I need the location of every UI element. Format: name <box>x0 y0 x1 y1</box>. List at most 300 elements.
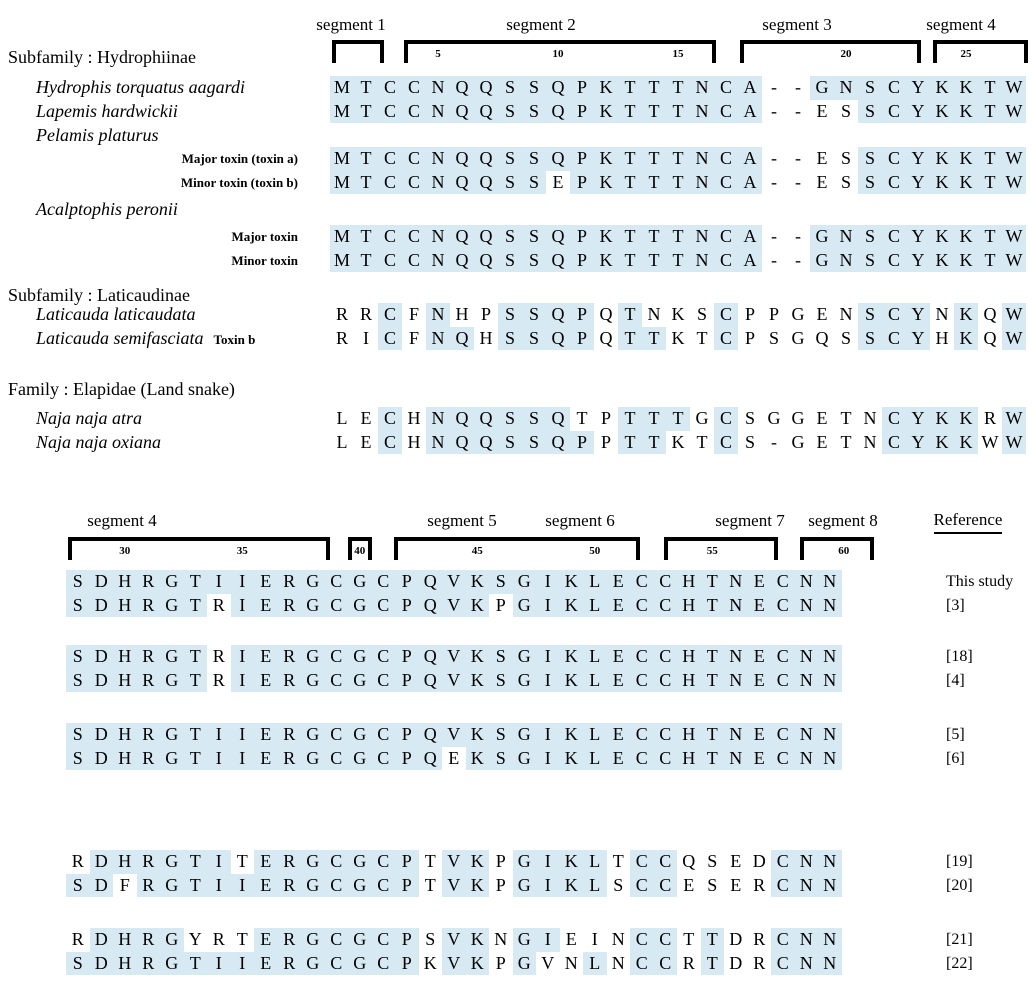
sequence-row <box>330 100 1026 124</box>
residue-cell: C <box>714 171 738 195</box>
residue-cell: G <box>513 645 537 669</box>
reference-label: [4] <box>946 671 965 689</box>
residue-cell: I <box>231 723 255 747</box>
sequence-row <box>330 303 1026 327</box>
residue-cell: K <box>671 304 685 324</box>
residue-cell: R <box>335 304 348 324</box>
residue-cell: - <box>771 171 777 192</box>
segment-bracket-tick <box>380 40 384 63</box>
residue-cell: G <box>160 594 184 618</box>
residue-cell: F <box>119 874 130 895</box>
residue-cell: E <box>748 723 772 747</box>
residue-cell: R <box>137 723 161 747</box>
residue-cell: K <box>466 594 490 618</box>
segment-label: segment 6 <box>545 511 615 530</box>
residue-cell: C <box>882 171 906 195</box>
residue-cell: R <box>212 929 225 949</box>
residue-cell: C <box>714 303 738 327</box>
residue-cell: K <box>560 723 584 747</box>
residue-cell: H <box>677 645 701 669</box>
residue-cell: N <box>863 408 877 428</box>
residue-cell: H <box>677 747 701 771</box>
residue-cell: M <box>330 225 354 249</box>
residue-cell: C <box>378 407 402 431</box>
residue-cell: C <box>882 147 906 171</box>
residue-cell: E <box>730 851 742 871</box>
segment-label: segment 8 <box>808 511 878 530</box>
residue-cell: N <box>564 952 578 973</box>
sequence-row <box>330 431 1026 455</box>
residue-cell: S <box>498 249 522 273</box>
residue-cell: A <box>738 76 762 100</box>
residue-cell: N <box>690 147 714 171</box>
position-number: 55 <box>706 545 718 557</box>
residue-cell: C <box>654 723 678 747</box>
residue-cell: H <box>113 928 137 952</box>
residue-cell: K <box>954 249 978 273</box>
residue-cell: G <box>301 928 325 952</box>
residue-cell: E <box>254 645 278 669</box>
residue-cell: K <box>671 327 685 348</box>
residue-cell: V <box>541 952 555 973</box>
residue-cell: L <box>583 874 607 898</box>
sequence-row <box>66 594 842 618</box>
position-number: 5 <box>435 48 441 60</box>
residue-cell: R <box>278 952 302 976</box>
residue-cell: R <box>278 874 302 898</box>
residue-cell: P <box>395 669 419 693</box>
residue-cell: R <box>359 304 372 324</box>
residue-cell: H <box>677 669 701 693</box>
residue-cell: E <box>816 304 828 324</box>
residue-cell: C <box>630 570 654 594</box>
residue-cell: C <box>882 407 906 431</box>
residue-cell: S <box>858 327 882 351</box>
residue-cell: E <box>254 723 278 747</box>
residue-cell: C <box>372 645 396 669</box>
residue-cell: E <box>816 431 828 452</box>
residue-cell: H <box>113 723 137 747</box>
residue-cell: T <box>642 100 666 124</box>
residue-cell: K <box>466 747 490 771</box>
residue-cell: R <box>137 928 161 952</box>
residue-cell: Q <box>450 249 474 273</box>
residue-cell: A <box>738 225 762 249</box>
residue-cell: N <box>494 929 508 949</box>
residue-cell: V <box>442 723 466 747</box>
residue-cell: E <box>683 874 695 895</box>
residue-cell: C <box>325 874 349 898</box>
residue-cell: N <box>426 327 450 351</box>
residue-cell: T <box>840 431 852 452</box>
residue-cell: H <box>113 645 137 669</box>
residue-cell: H <box>113 747 137 771</box>
residue-cell: T <box>696 431 708 452</box>
residue-cell: Q <box>546 303 570 327</box>
species-label <box>36 431 161 455</box>
residue-cell: C <box>372 570 396 594</box>
residue-cell: E <box>748 645 772 669</box>
residue-cell: N <box>818 570 842 594</box>
residue-cell: K <box>954 225 978 249</box>
residue-cell: N <box>724 669 748 693</box>
reference-label: [6] <box>946 749 965 767</box>
residue-cell: Y <box>906 407 930 431</box>
species-label <box>36 303 196 327</box>
sequence-row <box>66 645 842 669</box>
residue-cell: N <box>795 952 819 976</box>
residue-cell: T <box>978 171 1002 195</box>
residue-cell: K <box>954 407 978 431</box>
residue-cell: W <box>1002 100 1026 124</box>
residue-cell: C <box>630 850 654 874</box>
residue-cell: C <box>372 850 396 874</box>
residue-cell: C <box>630 645 654 669</box>
residue-cell: Y <box>906 303 930 327</box>
segment-bracket-tick <box>933 40 937 63</box>
sequence-row <box>66 747 842 771</box>
residue-cell: S <box>498 171 522 195</box>
residue-cell: C <box>325 747 349 771</box>
residue-cell: N <box>690 225 714 249</box>
residue-cell: C <box>654 850 678 874</box>
residue-cell: H <box>677 570 701 594</box>
residue-cell: C <box>882 431 906 455</box>
sequence-row <box>330 225 1026 249</box>
residue-cell: Y <box>906 147 930 171</box>
residue-cell: L <box>583 952 607 976</box>
residue-cell: C <box>630 594 654 618</box>
residue-cell: S <box>498 407 522 431</box>
segment-bracket-tick <box>740 40 744 63</box>
residue-cell: G <box>301 747 325 771</box>
segment-bracket-tick <box>1024 40 1028 63</box>
residue-cell: D <box>90 645 114 669</box>
residue-cell: K <box>954 76 978 100</box>
residue-cell: G <box>791 327 805 348</box>
segment-bracket-tick <box>712 40 716 63</box>
residue-cell: S <box>840 171 851 192</box>
residue-cell: R <box>137 594 161 618</box>
residue-cell: K <box>930 407 954 431</box>
position-number: 35 <box>236 545 248 557</box>
residue-cell: N <box>426 225 450 249</box>
residue-cell: Q <box>815 327 829 348</box>
residue-cell: C <box>654 952 678 976</box>
residue-cell: N <box>795 723 819 747</box>
residue-cell: N <box>935 304 949 324</box>
residue-cell: T <box>354 171 378 195</box>
residue-cell: W <box>1002 407 1026 431</box>
residue-cell: T <box>424 851 436 871</box>
residue-cell: D <box>90 669 114 693</box>
position-number: 10 <box>552 48 564 60</box>
residue-cell: Q <box>546 327 570 351</box>
residue-cell: C <box>325 594 349 618</box>
residue-cell: T <box>666 76 690 100</box>
residue-cell: N <box>611 929 625 949</box>
residue-cell: N <box>795 850 819 874</box>
residue-cell: G <box>348 594 372 618</box>
species-label: Pelamis platurus <box>36 125 159 145</box>
residue-cell: R <box>137 952 161 976</box>
residue-cell: T <box>354 76 378 100</box>
residue-cell: C <box>378 249 402 273</box>
residue-cell: D <box>90 874 114 898</box>
residue-cell: Y <box>906 249 930 273</box>
residue-cell: L <box>583 570 607 594</box>
sequence-row <box>66 928 842 952</box>
residue-cell: S <box>522 100 546 124</box>
residue-cell: R <box>278 594 302 618</box>
residue-cell: N <box>863 431 877 452</box>
residue-cell: A <box>738 171 762 195</box>
residue-cell: S <box>498 225 522 249</box>
species-label-text: Laticauda semifasciata <box>36 327 204 348</box>
residue-cell: C <box>654 928 678 952</box>
residue-cell: Q <box>419 645 443 669</box>
residue-cell: E <box>552 171 564 192</box>
residue-cell: T <box>701 928 725 952</box>
residue-cell: V <box>442 874 466 898</box>
residue-cell: G <box>810 225 834 249</box>
residue-cell: Y <box>906 327 930 351</box>
residue-cell: C <box>378 147 402 171</box>
residue-cell: R <box>71 929 84 949</box>
residue-cell: E <box>254 594 278 618</box>
species-label: Acalptophis peronii <box>36 199 178 219</box>
residue-cell: Q <box>599 304 613 324</box>
residue-cell: N <box>795 928 819 952</box>
residue-cell: N <box>690 100 714 124</box>
position-number: 40 <box>354 545 366 557</box>
residue-cell: T <box>642 431 666 455</box>
residue-cell: N <box>818 645 842 669</box>
residue-cell: S <box>858 147 882 171</box>
residue-cell: I <box>207 570 231 594</box>
residue-cell: - <box>771 77 777 97</box>
residue-cell: R <box>278 850 302 874</box>
residue-cell: N <box>426 407 450 431</box>
residue-cell: Q <box>983 327 997 348</box>
residue-cell: C <box>378 225 402 249</box>
residue-cell: W <box>1002 327 1026 351</box>
species-label-text: Laticauda laticaudata <box>36 304 196 324</box>
residue-cell: F <box>408 327 419 348</box>
residue-cell: T <box>618 100 642 124</box>
residue-cell: C <box>372 952 396 976</box>
residue-cell: K <box>930 249 954 273</box>
residue-cell: C <box>372 669 396 693</box>
residue-cell: Q <box>474 76 498 100</box>
residue-cell: T <box>978 225 1002 249</box>
residue-cell: E <box>748 747 772 771</box>
residue-cell: P <box>395 570 419 594</box>
residue-cell: G <box>513 723 537 747</box>
residue-cell: T <box>424 874 436 895</box>
residue-cell: T <box>978 100 1002 124</box>
reference-label: [22] <box>946 954 973 972</box>
residue-cell: I <box>207 874 231 898</box>
residue-cell: K <box>930 171 954 195</box>
residue-cell: S <box>522 171 546 195</box>
residue-cell: S <box>696 304 707 324</box>
residue-cell: C <box>402 249 426 273</box>
residue-cell: P <box>570 327 594 351</box>
species-label-text: Naja naja atra <box>36 408 143 428</box>
residue-cell: T <box>642 327 666 351</box>
residue-cell: H <box>113 850 137 874</box>
residue-cell: G <box>810 76 834 100</box>
residue-cell: H <box>407 408 421 428</box>
residue-cell: T <box>683 929 695 949</box>
residue-cell: I <box>207 952 231 976</box>
residue-cell: G <box>791 431 805 452</box>
residue-cell: L <box>583 594 607 618</box>
residue-cell: R <box>212 646 225 666</box>
residue-cell: T <box>612 851 624 871</box>
residue-cell: C <box>654 645 678 669</box>
residue-cell: Q <box>419 669 443 693</box>
residue-cell: G <box>695 408 709 428</box>
residue-cell: K <box>560 850 584 874</box>
segment-label: segment 3 <box>762 15 832 34</box>
residue-cell: I <box>536 594 560 618</box>
residue-cell: I <box>231 669 255 693</box>
residue-cell: K <box>594 100 618 124</box>
residue-cell: G <box>348 645 372 669</box>
residue-cell: P <box>570 249 594 273</box>
residue-cell: K <box>594 171 618 195</box>
residue-cell: T <box>618 249 642 273</box>
residue-cell: V <box>442 850 466 874</box>
residue-cell: T <box>184 645 208 669</box>
residue-cell: F <box>408 304 419 324</box>
residue-cell: S <box>522 303 546 327</box>
residue-cell: S <box>66 747 90 771</box>
residue-cell: T <box>354 100 378 124</box>
residue-cell: C <box>714 147 738 171</box>
residue-cell: T <box>642 225 666 249</box>
residue-cell: T <box>354 147 378 171</box>
residue-cell: N <box>834 225 858 249</box>
segment-bracket-bar <box>394 537 640 541</box>
residue-cell: S <box>744 431 755 452</box>
residue-cell: T <box>642 407 666 431</box>
residue-cell: C <box>771 594 795 618</box>
residue-cell: C <box>771 874 795 898</box>
residue-cell: Q <box>546 407 570 431</box>
residue-cell: C <box>325 928 349 952</box>
reference-label: [21] <box>946 931 973 948</box>
residue-cell: S <box>858 171 882 195</box>
species-label <box>36 327 255 352</box>
residue-cell: G <box>160 645 184 669</box>
residue-cell: C <box>654 874 678 898</box>
residue-cell: I <box>536 723 560 747</box>
residue-cell: T <box>701 645 725 669</box>
residue-cell: M <box>330 171 354 195</box>
toxin-sublabel: Minor toxin (toxin b) <box>180 174 298 190</box>
residue-cell: L <box>583 723 607 747</box>
residue-cell: A <box>738 147 762 171</box>
residue-cell: K <box>466 952 490 976</box>
residue-cell: P <box>395 594 419 618</box>
segment-bracket-bar <box>800 537 874 541</box>
position-number: 15 <box>672 48 684 60</box>
residue-cell: P <box>495 594 506 615</box>
residue-cell: Y <box>906 431 930 455</box>
residue-cell: G <box>513 850 537 874</box>
residue-cell: K <box>560 874 584 898</box>
residue-cell: N <box>690 171 714 195</box>
residue-cell: - <box>795 171 801 192</box>
residue-cell: Q <box>419 570 443 594</box>
residue-cell: I <box>536 570 560 594</box>
residue-cell: H <box>935 327 949 348</box>
residue-cell: N <box>724 594 748 618</box>
residue-cell: R <box>753 874 766 895</box>
residue-cell: G <box>348 952 372 976</box>
residue-cell: E <box>254 874 278 898</box>
residue-cell: Q <box>546 76 570 100</box>
residue-cell: G <box>301 570 325 594</box>
residue-cell: G <box>160 850 184 874</box>
residue-cell: T <box>354 225 378 249</box>
residue-cell: K <box>594 76 618 100</box>
residue-cell: V <box>442 570 466 594</box>
residue-cell: R <box>278 570 302 594</box>
sequence-row <box>66 952 842 976</box>
residue-cell: S <box>66 645 90 669</box>
residue-cell: W <box>1002 431 1026 455</box>
sequence-row <box>66 850 842 874</box>
residue-cell: E <box>360 431 372 452</box>
residue-cell: T <box>666 147 690 171</box>
species-label <box>36 100 178 124</box>
residue-cell: T <box>840 408 852 428</box>
residue-cell: Q <box>474 100 498 124</box>
residue-cell: R <box>278 645 302 669</box>
residue-cell: T <box>618 225 642 249</box>
residue-cell: K <box>954 171 978 195</box>
residue-cell: R <box>278 928 302 952</box>
residue-cell: C <box>325 850 349 874</box>
sequence-row <box>330 249 1026 273</box>
residue-cell: P <box>570 431 594 455</box>
position-number: 25 <box>960 48 972 60</box>
segment-bracket-tick <box>636 537 640 560</box>
residue-cell: E <box>607 645 631 669</box>
residue-cell: C <box>378 303 402 327</box>
residue-cell: C <box>714 76 738 100</box>
reference-label: [3] <box>946 596 965 614</box>
residue-cell: T <box>184 850 208 874</box>
residue-cell: Q <box>599 327 613 348</box>
residue-cell: Q <box>474 171 498 195</box>
reference-header <box>888 509 1034 534</box>
segment-bracket-tick <box>870 537 874 560</box>
residue-cell: C <box>378 171 402 195</box>
residue-cell: P <box>570 303 594 327</box>
segment-bracket-tick <box>68 537 72 560</box>
residue-cell: D <box>90 570 114 594</box>
position-number: 20 <box>840 48 852 60</box>
residue-cell: E <box>607 669 631 693</box>
residue-cell: T <box>236 851 248 871</box>
residue-cell: P <box>600 431 611 452</box>
residue-cell: T <box>184 594 208 618</box>
